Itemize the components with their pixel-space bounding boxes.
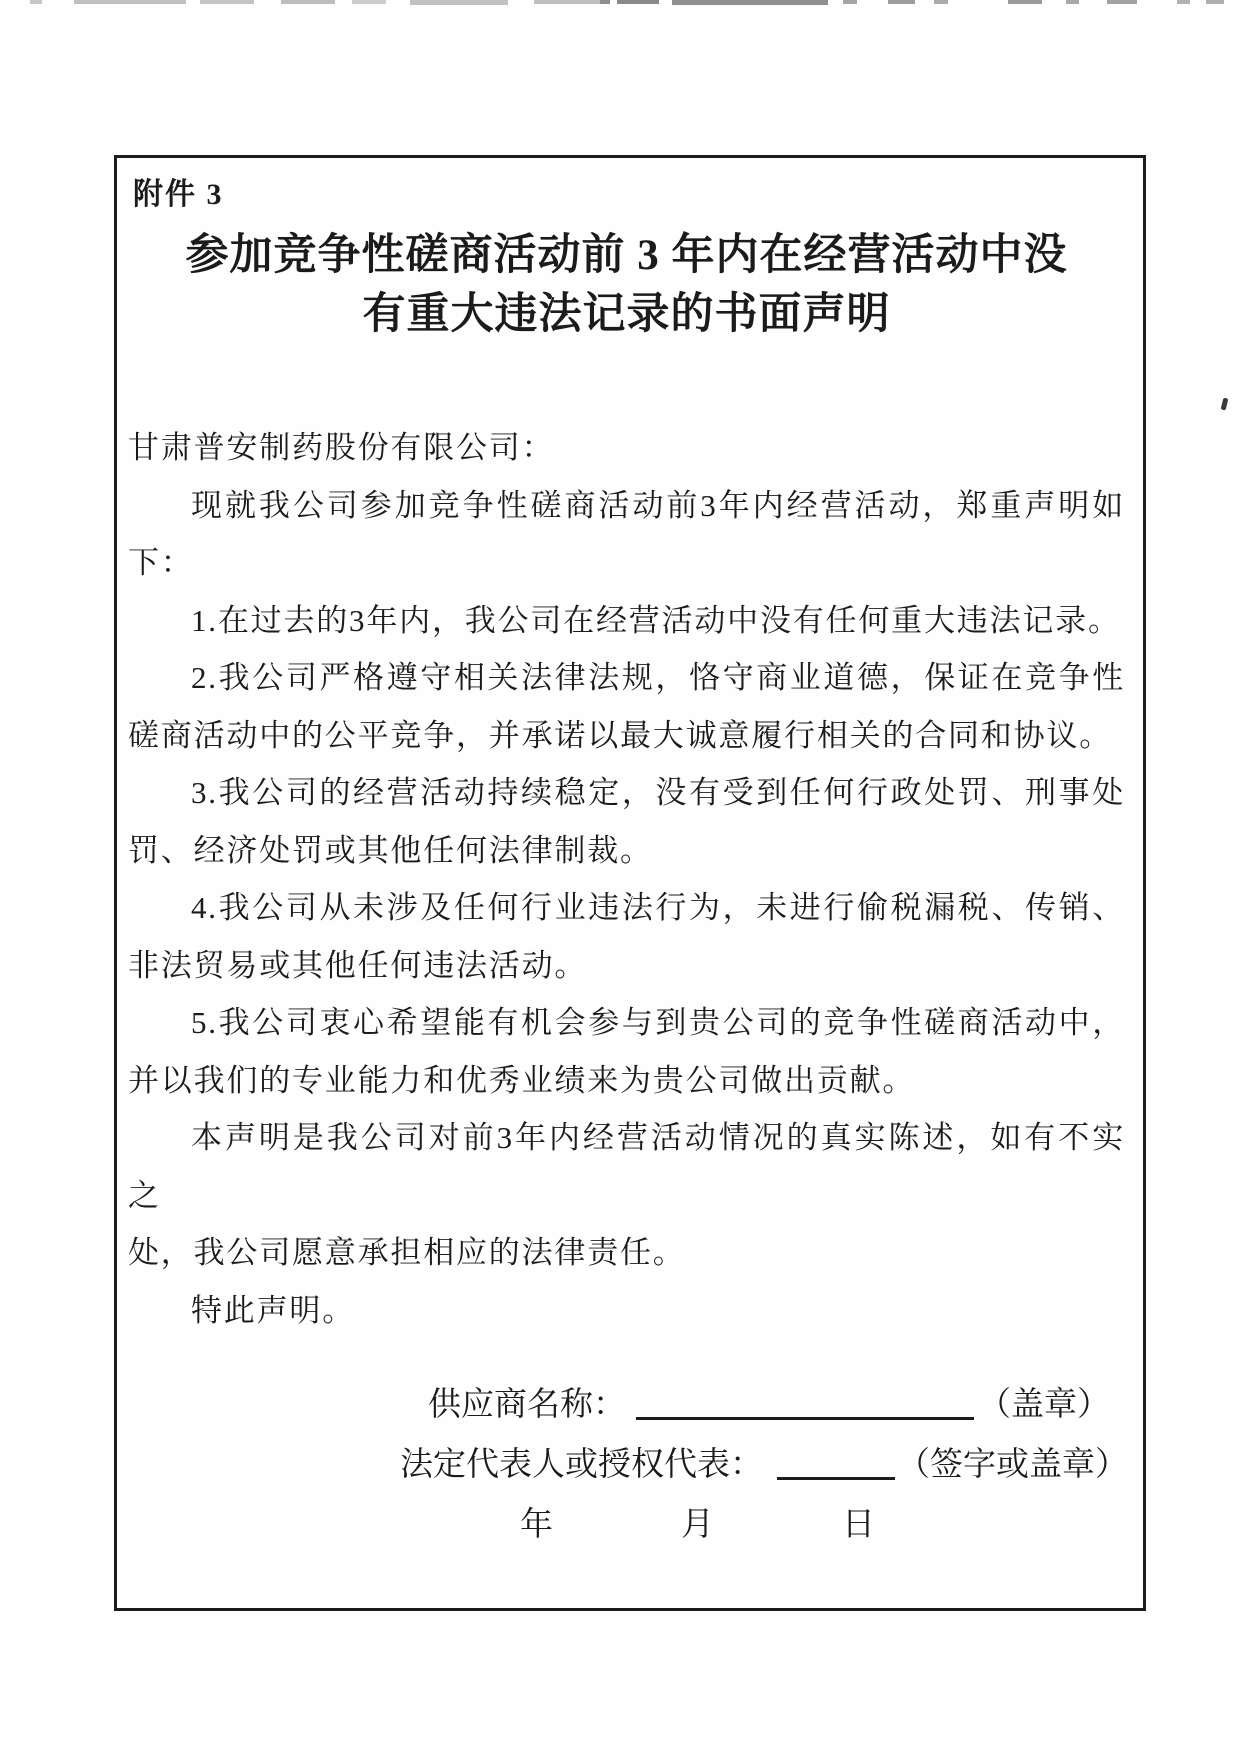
body-line: 下： [128,545,194,580]
date-month-label: 月 [681,1507,714,1543]
signature-block [128,1375,1128,1555]
document-title-line-1: 参加竞争性磋商活动前 3 年内在经营活动中没 [185,232,1068,279]
body-line: 磋商活动中的公平竞争，并承诺以最大诚意履行相关的合同和协议。 [128,717,1112,753]
body-line: 罚、经济处罚或其他任何法律制裁。 [128,832,653,868]
supplier-name-row [428,1375,1125,1435]
date-year-label: 年 [520,1507,553,1543]
body-line: 本声明是我公司对前3年内经营活动情况的真实陈述，如有不实之 [128,1120,1125,1213]
body-line: 3.我公司的经营活动持续稳定，没有受到任何行政处罚、刑事处 [191,775,1125,810]
body-line: 并以我们的专业能力和优秀业绩来为贵公司做出贡献。 [128,1062,916,1098]
document-title-line-2: 有重大违法记录的书面声明 [362,291,891,338]
supplier-name-blank [636,1387,974,1420]
body-line: 2.我公司严格遵守相关法律法规，恪守商业道德，保证在竞争性 [191,660,1125,695]
document-title [128,226,1125,344]
body-line: 甘肃普安制药股份有限公司： [128,430,555,465]
body-line: 特此声明。 [191,1292,355,1328]
scan-artifact-top-edge [0,0,1239,8]
date-row [520,1495,1125,1555]
body-line: 4.我公司从未涉及任何行业违法行为，未进行偷税漏税、传销、 [191,890,1125,925]
scan-artifact-speck [1221,398,1229,411]
body-line: 现就我公司参加竞争性磋商活动前3年内经营活动，郑重声明如 [191,487,1125,523]
representative-row [400,1435,1128,1495]
body-line: 5.我公司衷心希望能有机会参与到贵公司的竞争性磋商活动中， [191,1005,1125,1040]
supplier-seal-note: （盖章） [978,1387,1110,1423]
date-day-label: 日 [842,1507,875,1543]
declaration-body [128,419,1125,1339]
representative-seal-note: （签字或盖章） [897,1447,1128,1483]
attachment-label: 附件 3 [133,178,224,211]
body-line: 1.在过去的3年内，我公司在经营活动中没有任何重大违法记录。 [191,602,1121,638]
supplier-name-label: 供应商名称： [428,1387,626,1423]
representative-blank [777,1447,895,1480]
declaration-box [114,155,1146,1611]
representative-label: 法定代表人或授权代表： [400,1447,763,1483]
body-line: 非法贸易或其他任何违法活动。 [128,947,588,983]
body-line: 处，我公司愿意承担相应的法律责任。 [128,1235,686,1270]
